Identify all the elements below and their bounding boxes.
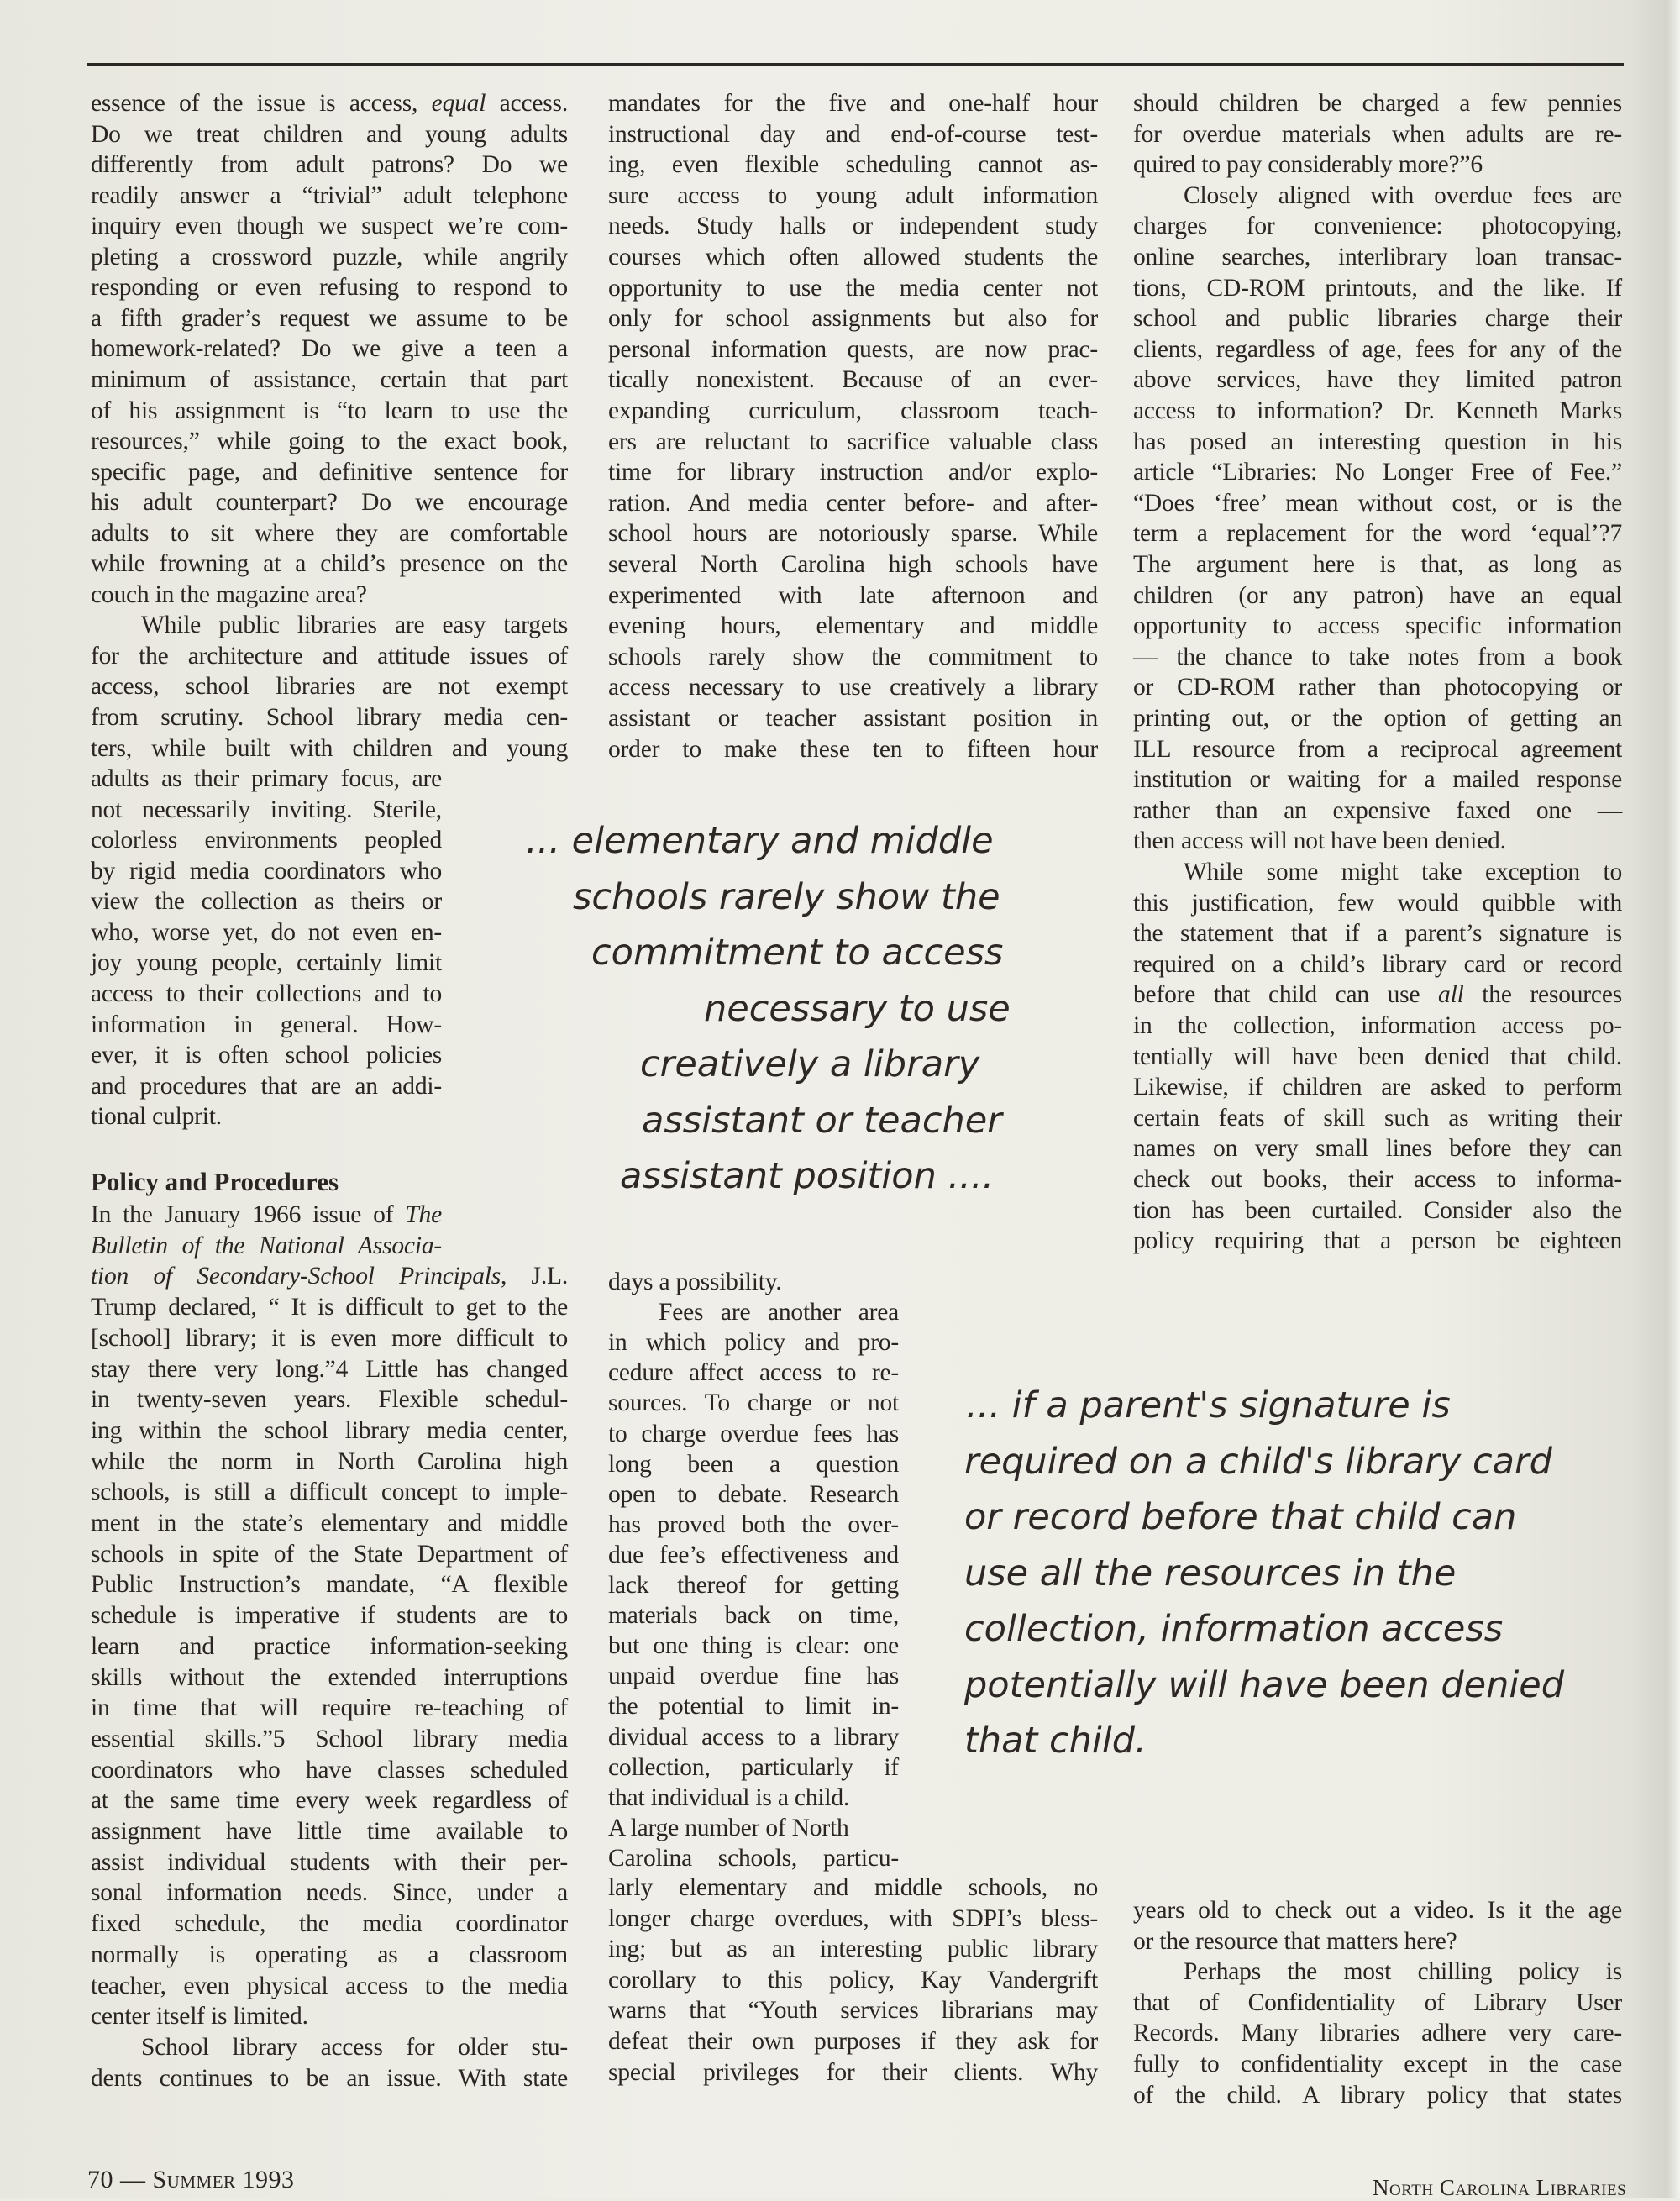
section-heading: Policy and Procedures <box>91 1167 339 1196</box>
text-line: that of Confidentiality of Library User <box>1133 1988 1622 2016</box>
text-line: defeat their own purposes if they ask for <box>608 2028 1098 2055</box>
text-line: Fees are another area <box>659 1299 899 1326</box>
text-line: a fifth grader’s request we assume to be <box>91 304 568 332</box>
text-line: essence of the issue is access, equal access. <box>91 90 568 117</box>
text-line: due fee’s effectiveness and <box>608 1541 899 1568</box>
emphasis: The <box>405 1201 442 1228</box>
pull-quote-line: assistant or teacher <box>642 1099 1002 1142</box>
text-line: for the architecture and attitude issues of <box>91 642 568 670</box>
text-line: the potential to limit in- <box>608 1693 899 1720</box>
text-line: access to their collections and to <box>91 980 442 1007</box>
text-line: Perhaps the most chilling policy is <box>1184 1958 1622 1986</box>
text-line: who, worse yet, do not even en- <box>91 918 442 946</box>
text-line: evening hours, elementary and middle <box>608 612 1098 640</box>
text-line: lack thereof for getting <box>608 1572 899 1599</box>
text-line: warns that “Youth services librarians may <box>608 1997 1098 2025</box>
text-line: ever, it is often school policies <box>91 1042 442 1069</box>
pull-quote-line: commitment to access <box>591 932 1004 974</box>
pull-quote-line: use all the resources in the <box>964 1552 1457 1594</box>
emphasis: equal <box>431 90 486 117</box>
text-line: certain feats of skill such as writing their <box>1133 1104 1622 1132</box>
text-line: long been a question <box>608 1450 899 1478</box>
issue-label: Summer 1993 <box>152 2166 295 2193</box>
text-line: responding or even refusing to respond to <box>91 274 568 302</box>
text-line: expanding curriculum, classroom teach- <box>608 397 1098 424</box>
text-line: needs. Study halls or independent study <box>608 213 1098 240</box>
text-line: and procedures that are an addi- <box>91 1072 442 1100</box>
text-line: term a replacement for the word ‘equal’?7 <box>1133 520 1622 548</box>
text-line: While public libraries are easy targets <box>141 612 568 639</box>
text-line: center itself is limited. <box>91 2003 308 2030</box>
pull-quote-line: creatively a library <box>640 1043 980 1085</box>
text-line: then access will not have been denied. <box>1133 827 1506 855</box>
text-line: assistant or teacher assistant position in <box>608 705 1098 732</box>
text-line: pleting a crossword puzzle, while angrily <box>91 243 568 271</box>
text-line: school hours are notoriously sparse. While <box>608 520 1098 548</box>
text-line: schools, is still a difficult concept to imple- <box>91 1479 568 1506</box>
text-line: quired to pay considerably more?”6 <box>1133 151 1483 179</box>
text-line: teacher, even physical access to the media <box>91 1972 568 1999</box>
text-line: assignment have little time available to <box>91 1818 568 1845</box>
text-line: materials back on time, <box>608 1602 899 1630</box>
text-line: printing out, or the option of getting an <box>1133 705 1622 732</box>
text-line: readily answer a “trivial” adult telephone <box>91 181 568 209</box>
text-line: or the resource that matters here? <box>1133 1927 1457 1955</box>
text-line: The argument here is that, as long as <box>1133 551 1622 578</box>
text-line: policy requiring that a person be eighteen <box>1133 1227 1622 1255</box>
text-line: that individual is a child. <box>608 1783 850 1811</box>
text-line: While some might take exception to <box>1184 859 1622 885</box>
text-line: tions, CD-ROM printouts, and the like. If <box>1133 274 1622 302</box>
text-line: several North Carolina high schools have <box>608 551 1098 578</box>
text-line: children (or any patron) have an equal <box>1133 581 1622 609</box>
text-line: while the norm in North Carolina high <box>91 1447 568 1475</box>
text-line: order to make these ten to fifteen hour <box>608 735 1098 763</box>
text-line: required on a child’s library card or record <box>1133 950 1622 978</box>
text-line: has posed an interesting question in his <box>1133 428 1622 455</box>
text-line: for overdue materials when adults are re- <box>1133 120 1622 148</box>
text-line: unpaid overdue fine has <box>608 1663 899 1690</box>
text-line: schedule is imperative if students are to <box>91 1602 568 1630</box>
text-line: institution or waiting for a mailed response <box>1133 766 1622 794</box>
text-line: ment in the state’s elementary and middle <box>91 1510 568 1536</box>
page-edge-shadow <box>1667 0 1680 2198</box>
text-line: School library access for older stu- <box>141 2033 568 2061</box>
text-line: this justification, few would quibble with <box>1133 889 1622 917</box>
text-line: years old to check out a video. Is it the age <box>1133 1897 1622 1924</box>
text-line: Do we treat children and young adults <box>91 120 568 148</box>
text-line: names on very small lines before they can <box>1133 1135 1622 1163</box>
text-line: ration. And media center before- and after- <box>608 489 1098 517</box>
pull-quote-line: that child. <box>964 1720 1147 1762</box>
text-line: ing; but as an interesting public library <box>608 1936 1098 1963</box>
text-line: tion of Secondary-School Principals, J.L. <box>91 1263 568 1290</box>
text-line: but one thing is clear: one <box>608 1632 899 1660</box>
pull-quote-line: required on a child's library card <box>964 1440 1552 1483</box>
text-line <box>91 1231 442 1261</box>
pull-quote-line: necessary to use <box>704 987 1011 1030</box>
text-line: cedure affect access to re- <box>608 1359 899 1387</box>
text-line: Public Instruction’s mandate, “A flexible <box>91 1571 568 1599</box>
page-number: 70 — <box>87 2166 146 2193</box>
text-line: online searches, interlibrary loan transac- <box>1133 244 1622 271</box>
text-line: couch in the magazine area? <box>91 580 367 608</box>
text-line: before that child can use all the resources <box>1133 981 1622 1009</box>
text-line: A large number of North <box>608 1814 849 1841</box>
text-line: tional culprit. <box>91 1103 222 1131</box>
text-line: adults to sit where they are comfortable <box>91 519 568 547</box>
text-line: from scrutiny. School library media cen- <box>91 704 568 731</box>
text-line: ILL resource from a reciprocal agreement <box>1133 735 1622 763</box>
text-line: article “Libraries: No Longer Free of Fee.” <box>1133 459 1622 486</box>
text-line: Trump declared, “ It is difficult to get to the <box>91 1294 568 1321</box>
pull-quote-line: assistant position .... <box>620 1155 995 1197</box>
text-line: homework-related? Do we give a teen a <box>91 335 568 363</box>
text-line: adults as their primary focus, are <box>91 765 442 793</box>
text-line: fully to confidentiality except in the case <box>1133 2051 1622 2078</box>
text-line: larly elementary and middle schools, no <box>608 1874 1098 1901</box>
text-line: access to information? Dr. Kenneth Marks <box>1133 397 1622 424</box>
text-line: his adult counterpart? Do we encourage <box>91 489 568 517</box>
text-line: — the chance to take notes from a book <box>1133 643 1622 670</box>
pull-quote-line: collection, information access <box>964 1608 1504 1650</box>
text-line: school and public libraries charge their <box>1133 305 1622 333</box>
text-line: opportunity to use the media center not <box>608 274 1098 302</box>
emphasis: Bulletin of the National Associa- <box>91 1232 442 1259</box>
text-line: sonal information needs. Since, under a <box>91 1879 568 1907</box>
pull-quote-line: schools rarely show the <box>573 875 1000 918</box>
text-line: personal information quests, are now prac- <box>608 335 1098 363</box>
text-line: “Does ‘free’ mean without cost, or is the <box>1133 489 1622 517</box>
top-rule <box>87 63 1624 66</box>
text-line: minimum of assistance, certain that part <box>91 365 568 393</box>
text-line: instructional day and end-of-course test- <box>608 120 1098 148</box>
text-line: tentially will have been denied that child. <box>1133 1043 1622 1070</box>
text-line: view the collection as theirs or <box>91 888 442 916</box>
text-line: special privileges for their clients. Why <box>608 2058 1098 2086</box>
text-line: in twenty-seven years. Flexible schedul- <box>91 1386 568 1414</box>
text-line: longer charge overdues, with SDPI’s bless- <box>608 1904 1098 1932</box>
text-line: colorless environments peopled <box>91 827 442 854</box>
emphasis: tion of Secondary-School Principals <box>91 1263 501 1290</box>
text-line: not necessarily inviting. Sterile, <box>91 796 442 823</box>
text-line: of his assignment is “to learn to use the <box>91 397 568 424</box>
text-line: mandates for the five and one-half hour <box>608 90 1098 117</box>
text-line: dividual access to a library <box>608 1723 899 1751</box>
text-line: of the child. A library policy that states <box>1133 2081 1622 2109</box>
text-line: open to debate. Research <box>608 1480 899 1508</box>
text-line: Closely aligned with overdue fees are <box>1184 181 1622 209</box>
pull-quote-line: ... elementary and middle <box>526 820 994 862</box>
text-line: essential skills.”5 School library media <box>91 1725 568 1752</box>
text-line: or CD-ROM rather than photocopying or <box>1133 674 1622 701</box>
text-line: ing, even flexible scheduling cannot as- <box>608 151 1098 179</box>
text-line: time for library instruction and/or explo- <box>608 459 1098 486</box>
text-line: access, school libraries are not exempt <box>91 673 568 701</box>
text-line: while frowning at a child’s presence on the <box>91 550 568 578</box>
pull-quote-line: potentially will have been denied <box>964 1663 1565 1706</box>
text-line: [school] library; it is even more difficult to <box>91 1324 568 1352</box>
text-line: specific page, and definitive sentence for <box>91 458 568 486</box>
pull-quote-line: ... if a parent's signature is <box>966 1384 1451 1426</box>
text-line: charges for convenience: photocopying, <box>1133 213 1622 240</box>
text-line: clients, regardless of age, fees for any of the <box>1133 335 1622 363</box>
text-line: schools in spite of the State Department of <box>91 1540 568 1568</box>
text-line: Carolina schools, particu- <box>608 1844 899 1872</box>
text-line: coordinators who have classes scheduled <box>91 1756 568 1783</box>
text-line: courses which often allowed students the <box>608 244 1098 271</box>
text-line: dents continues to be an issue. With state <box>91 2064 568 2092</box>
text-line: differently from adult patrons? Do we <box>91 151 568 179</box>
text-line: days a possibility. <box>608 1269 782 1295</box>
text-line: inquiry even though we suspect we’re com- <box>91 213 568 240</box>
text-line: joy young people, certainly limit <box>91 949 442 977</box>
text-line: to charge overdue fees has <box>608 1420 899 1447</box>
text-line: information in general. How- <box>91 1011 442 1038</box>
text-line: corollary to this policy, Kay Vandergrift <box>608 1966 1098 1994</box>
text-line: Likewise, if children are asked to perform <box>1133 1074 1622 1101</box>
text-line: tion has been curtailed. Consider also the <box>1133 1196 1622 1224</box>
text-line: the statement that if a parent’s signature is <box>1133 920 1622 948</box>
text-line: stay there very long.”4 Little has changed <box>91 1355 568 1383</box>
text-line: rather than an expensive faxed one — <box>1133 796 1622 824</box>
text-line: opportunity to access specific information <box>1133 612 1622 640</box>
text-line: learn and practice information-seeking <box>91 1632 568 1660</box>
pull-quote-line: or record before that child can <box>964 1496 1517 1538</box>
text-line: resources,” while going to the exact book, <box>91 428 568 455</box>
text-line: should children be charged a few pennies <box>1133 90 1622 117</box>
text-line: collection, particularly if <box>608 1753 899 1781</box>
text-line: Records. Many libraries adhere very care- <box>1133 2020 1622 2047</box>
text-line: In the January 1966 issue of The <box>91 1201 442 1228</box>
text-line: check out books, their access to informa- <box>1133 1166 1622 1193</box>
emphasis: all <box>1438 981 1464 1009</box>
text-line: normally is operating as a classroom <box>91 1941 568 1968</box>
text-line: at the same time every week regardless of <box>91 1787 568 1815</box>
text-line: fixed schedule, the media coordinator <box>91 1910 568 1938</box>
text-line: tically nonexistent. Because of an ever- <box>608 366 1098 394</box>
text-line: ters, while built with children and young <box>91 734 568 762</box>
text-line: in time that will require re-teaching of <box>91 1694 568 1722</box>
text-line: access necessary to use creatively a library <box>608 674 1098 701</box>
text-line: above services, have they limited patron <box>1133 366 1622 394</box>
text-line: sure access to young adult information <box>608 181 1098 209</box>
page-footer-left <box>87 2166 295 2194</box>
text-line: by rigid media coordinators who <box>91 857 442 885</box>
text-line: ing within the school library media center, <box>91 1416 568 1444</box>
text-line: sources. To charge or not <box>608 1389 899 1417</box>
text-line: experimented with late afternoon and <box>608 581 1098 609</box>
text-line: assist individual students with their per- <box>91 1848 568 1876</box>
text-line: has proved both the over- <box>608 1510 899 1538</box>
journal-name: North Carolina Libraries <box>1373 2175 1627 2200</box>
text-line: skills without the extended interruptions <box>91 1663 568 1691</box>
text-line: in the collection, information access po- <box>1133 1012 1622 1039</box>
text-line: in which policy and pro- <box>608 1329 899 1357</box>
text-line: schools rarely show the commitment to <box>608 643 1098 670</box>
text-line: ers are reluctant to sacrifice valuable class <box>608 428 1098 455</box>
text-line: only for school assignments but also for <box>608 305 1098 333</box>
